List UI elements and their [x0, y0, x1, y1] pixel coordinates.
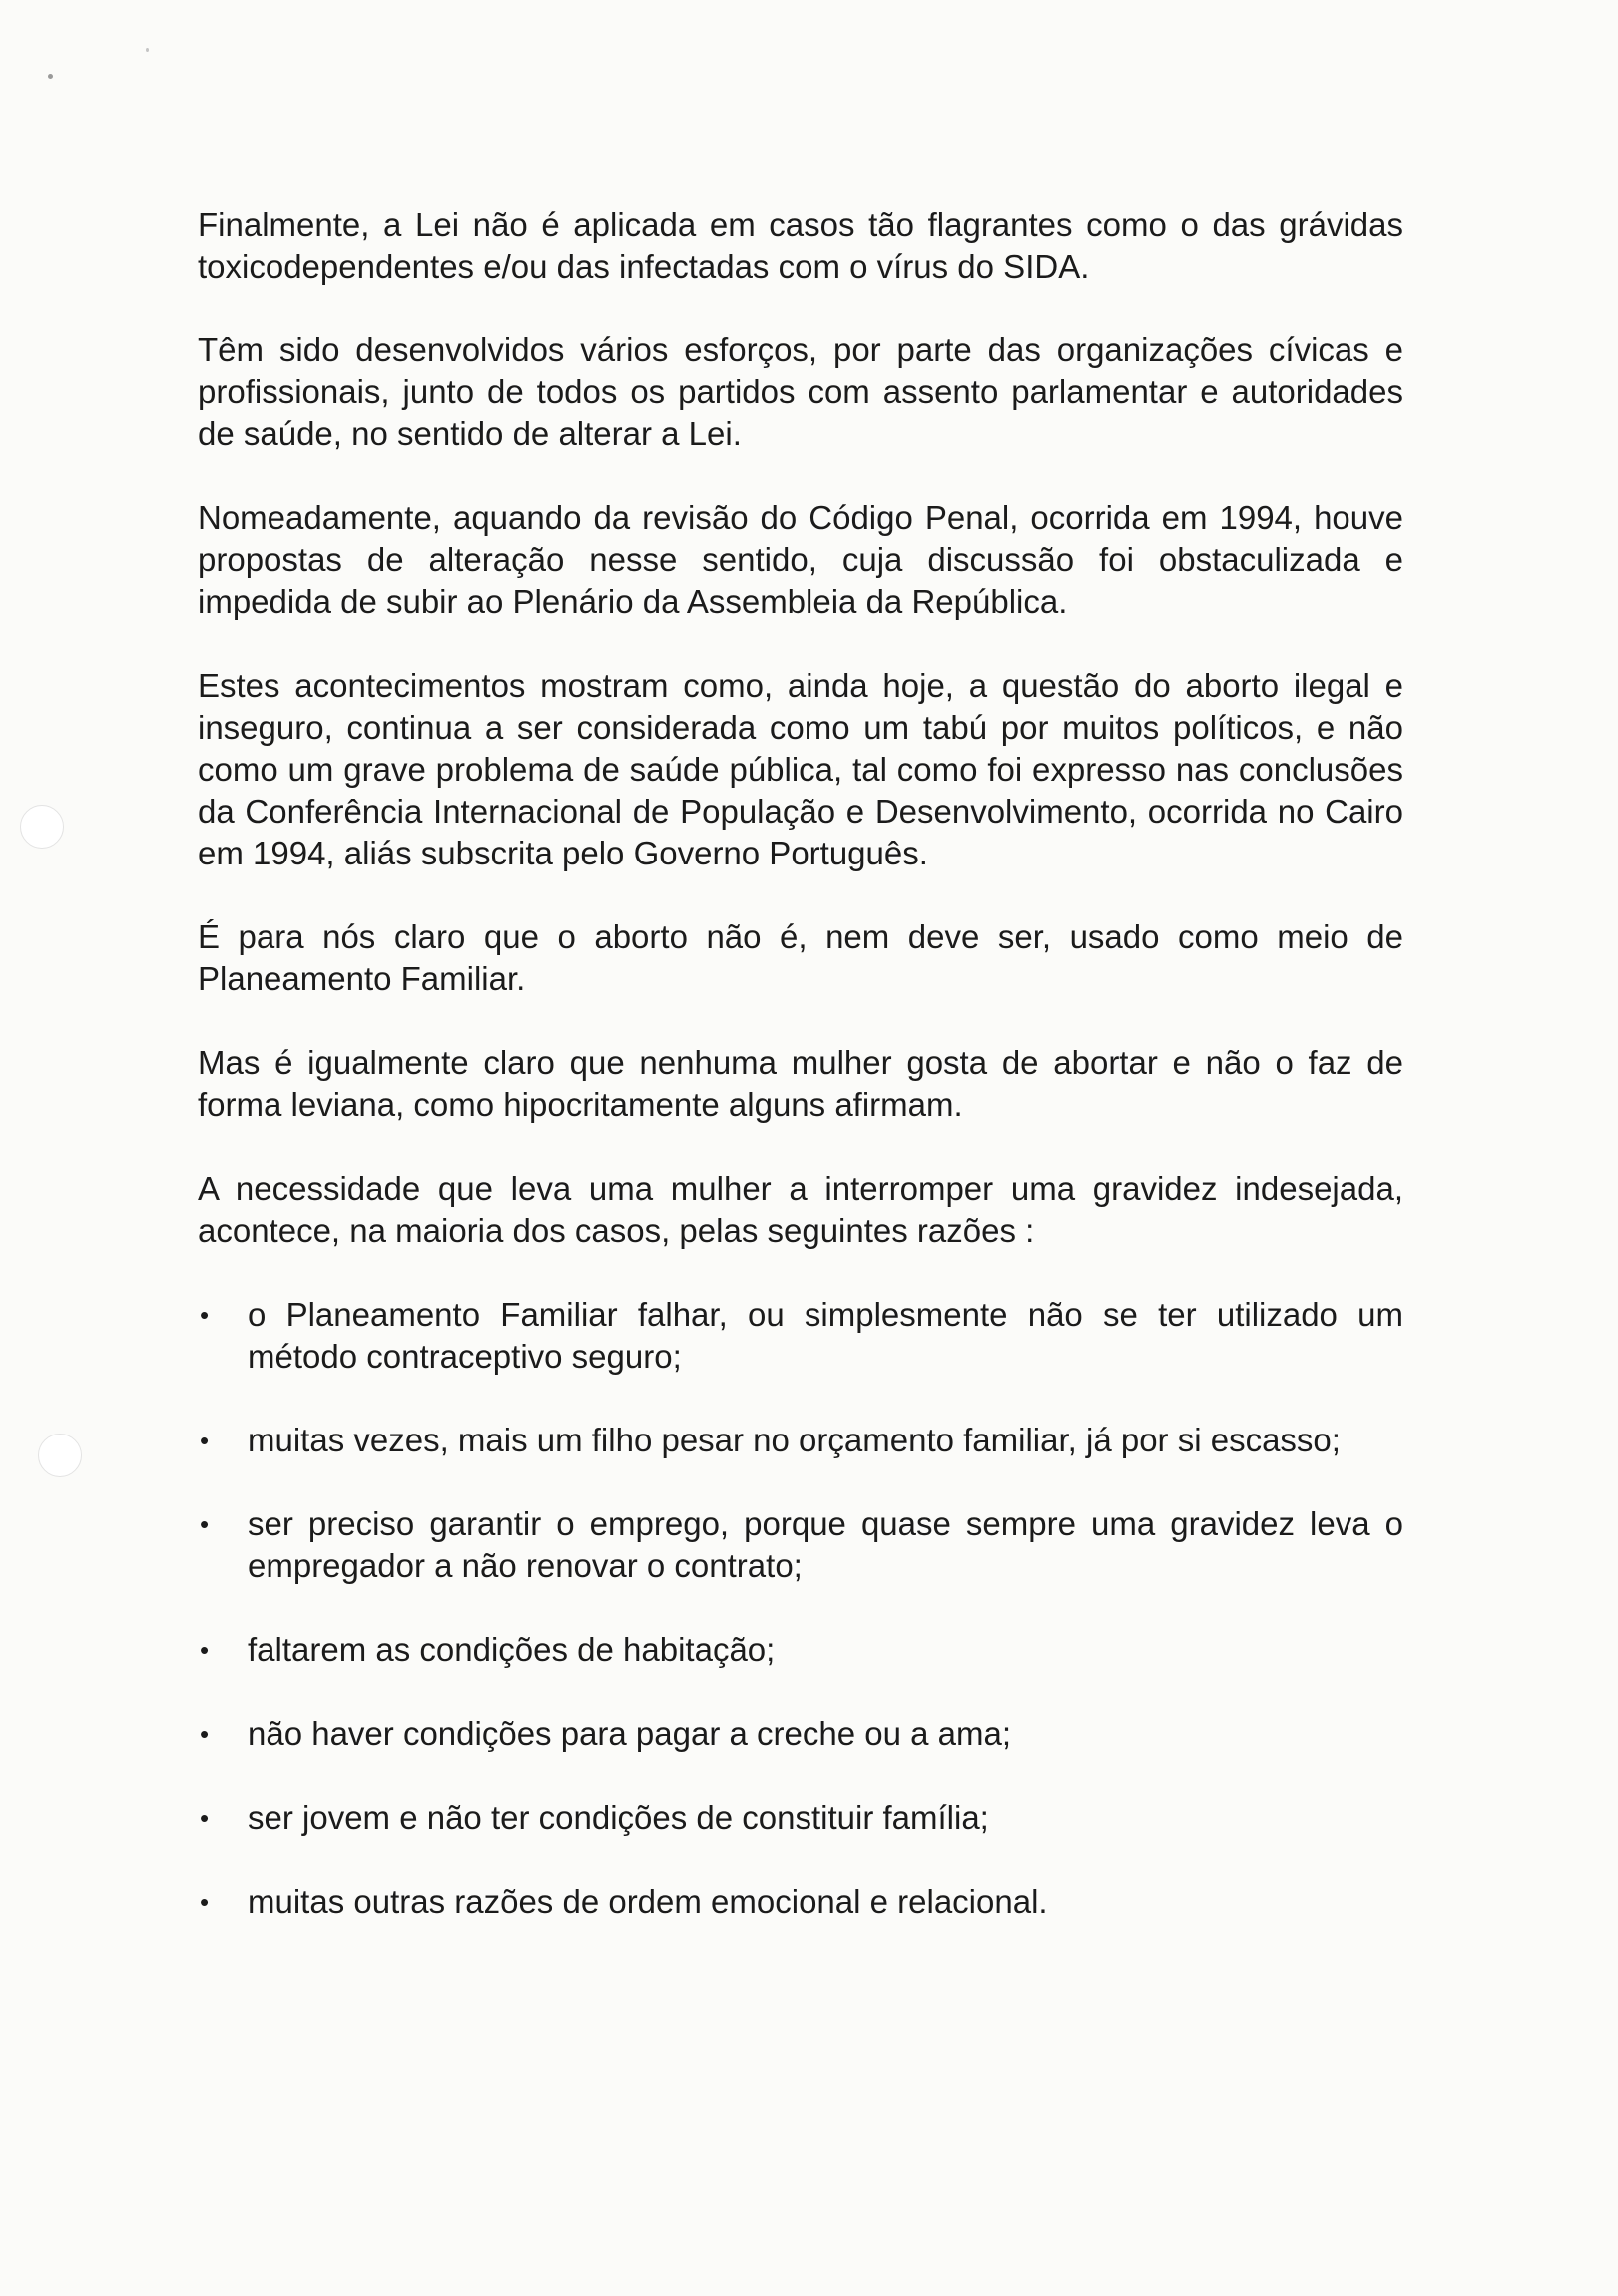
- list-item: [198, 1503, 1403, 1587]
- paragraph-events: Estes acontecimentos mostram como, ainda hoje, a questão do aborto ilegal e inseguro, continua a ser considerada como um tabú por muitos políticos, e não como um grave problema de saúde pública, tal como foi expresso nas conclusões da Conferência Internacional de População e Desenvolvimento, ocorrida no Cairo em 1994, aliás subscrita pelo Governo Português.: [198, 667, 1403, 871]
- bullet-icon: •: [200, 1803, 210, 1833]
- list-item: [198, 1713, 1403, 1755]
- list-item-text: ser preciso garantir o emprego, porque quase sempre uma gravidez leva o empregador a não renovar o contrato;: [248, 1505, 1403, 1584]
- bullet-icon: •: [200, 1635, 210, 1665]
- punch-hole: [20, 805, 64, 849]
- list-item-text: não haver condições para pagar a creche ou a ama;: [248, 1715, 1011, 1752]
- punch-hole: [38, 1434, 82, 1477]
- paragraph-law-not-applied: Finalmente, a Lei não é aplicada em casos tão flagrantes como o das grávidas toxicodependentes e/ou das infectadas com o vírus do SIDA.: [198, 206, 1403, 285]
- list-item-text: faltarem as condições de habitação;: [248, 1631, 776, 1668]
- scan-speck: [48, 74, 53, 79]
- list-item: [198, 1420, 1403, 1461]
- paragraph-penal-code-revision: Nomeadamente, aquando da revisão do Código Penal, ocorrida em 1994, houve propostas de alteração nesse sentido, cuja discussão foi obstaculizada e impedida de subir ao Plenário da Assembleia da República.: [198, 499, 1403, 620]
- bullet-icon: •: [200, 1887, 210, 1917]
- list-item-text: muitas vezes, mais um filho pesar no orçamento familiar, já por si escasso;: [248, 1422, 1341, 1458]
- list-item-text: ser jovem e não ter condições de constituir família;: [248, 1799, 989, 1836]
- list-item: [198, 1881, 1403, 1923]
- list-item-text: o Planeamento Familiar falhar, ou simplesmente não se ter utilizado um método contraceptivo seguro;: [248, 1296, 1403, 1375]
- list-item: [198, 1294, 1403, 1378]
- list-item-text: muitas outras razões de ordem emocional e relacional.: [248, 1883, 1048, 1920]
- paragraph-no-woman: Mas é igualmente claro que nenhuma mulher gosta de abortar e não o faz de forma leviana, como hipocritamente alguns afirmam.: [198, 1044, 1403, 1123]
- paragraph-efforts: Têm sido desenvolvidos vários esforços, por parte das organizações cívicas e profissionais, junto de todos os partidos com assento parlamentar e autoridades de saúde, no sentido de alterar a Lei.: [198, 331, 1403, 452]
- bullet-icon: •: [200, 1509, 210, 1539]
- reasons-list: [198, 1294, 1403, 1923]
- list-item: [198, 1797, 1403, 1839]
- document-body: [198, 204, 1403, 1965]
- scan-speck: [146, 48, 149, 52]
- list-item: [198, 1629, 1403, 1671]
- paragraph-reasons-intro: A necessidade que leva uma mulher a interromper uma gravidez indesejada, acontece, na maioria dos casos, pelas seguintes razões :: [198, 1170, 1403, 1249]
- bullet-icon: •: [200, 1719, 210, 1749]
- bullet-icon: •: [200, 1426, 210, 1455]
- paragraph-family-planning: É para nós claro que o aborto não é, nem deve ser, usado como meio de Planeamento Familiar.: [198, 918, 1403, 997]
- bullet-icon: •: [200, 1300, 210, 1330]
